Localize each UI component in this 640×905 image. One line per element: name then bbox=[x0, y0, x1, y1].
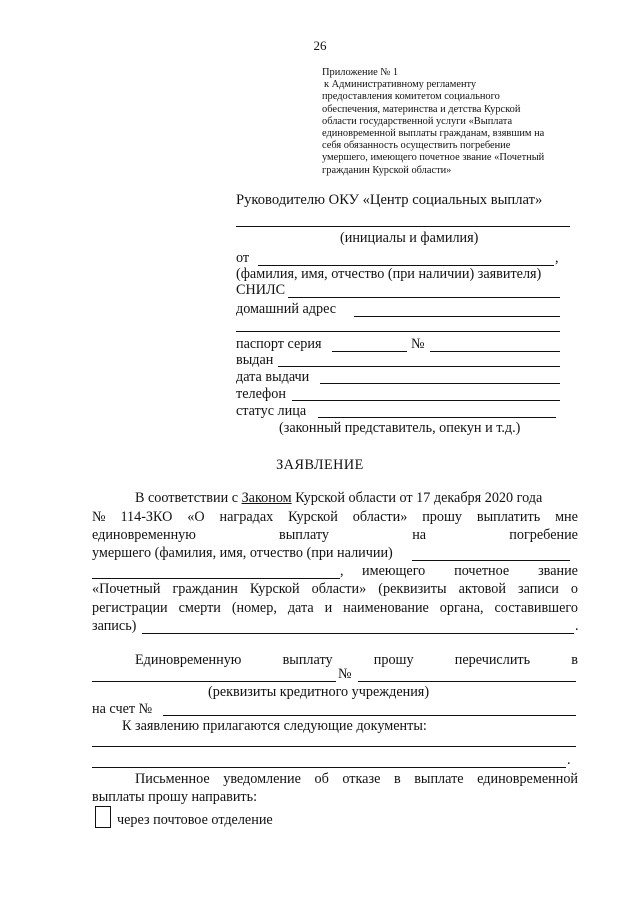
word: о bbox=[570, 581, 578, 597]
body-line-7 bbox=[92, 600, 578, 617]
initials-hint: (инициалы и фамилия) bbox=[340, 230, 479, 246]
notice-line-2: выплаты прошу направить: bbox=[92, 789, 258, 805]
word: наименование bbox=[343, 600, 429, 616]
word: звание bbox=[538, 563, 578, 579]
word: актовой bbox=[458, 581, 506, 597]
record-label: запись) bbox=[92, 618, 137, 634]
body-line-6 bbox=[92, 581, 578, 598]
fio-hint: (фамилия, имя, отчество (при наличии) заявителя) bbox=[236, 266, 542, 282]
appendix-line: Приложение № 1 bbox=[322, 67, 399, 78]
deceased-name-line[interactable] bbox=[412, 560, 570, 561]
word: прошу bbox=[422, 509, 462, 525]
word: в bbox=[571, 652, 578, 668]
word: смерти bbox=[178, 600, 221, 616]
text-segment: Курской области от 17 декабря 2020 года bbox=[291, 490, 543, 506]
word: выплату bbox=[282, 652, 333, 668]
word: области» bbox=[352, 509, 408, 525]
word: «О bbox=[187, 509, 205, 525]
word: почетное bbox=[454, 563, 510, 579]
appendix-line: себя обязанность осуществить погребение bbox=[322, 140, 511, 152]
word: регистрации bbox=[92, 600, 168, 616]
phone-label: телефон bbox=[236, 386, 286, 402]
status-line[interactable] bbox=[318, 417, 556, 418]
address-label: домашний адрес bbox=[236, 301, 337, 317]
word: уведомление bbox=[223, 771, 301, 787]
issued-line[interactable] bbox=[278, 366, 560, 367]
account-label: на счет № bbox=[92, 701, 153, 717]
word: выплатить bbox=[476, 509, 541, 525]
notice-line-1 bbox=[135, 771, 578, 788]
address-line[interactable] bbox=[354, 316, 560, 317]
bank-name-line[interactable] bbox=[92, 681, 336, 682]
word: Курской bbox=[288, 509, 338, 525]
from-label: от bbox=[236, 250, 250, 266]
appendix-line: единовременной выплаты гражданам, взявшим на bbox=[322, 128, 545, 140]
word: записи bbox=[518, 581, 559, 597]
docs-line-1[interactable] bbox=[92, 746, 576, 747]
word: мне bbox=[555, 509, 578, 525]
deceased-label: умершего (фамилия, имя, отчество (при наличии) bbox=[92, 545, 393, 561]
post-office-checkbox[interactable] bbox=[95, 806, 111, 828]
comma: , bbox=[340, 563, 344, 579]
word: дата bbox=[287, 600, 314, 616]
text-segment: В соответствии с bbox=[135, 490, 242, 506]
appendix-line: умершего, имеющего почетное звание «Почетный bbox=[322, 152, 545, 164]
phone-line[interactable] bbox=[292, 400, 560, 401]
word: (номер, bbox=[231, 600, 277, 616]
document-title: ЗАЯВЛЕНИЕ bbox=[276, 457, 364, 473]
word: Единовременную bbox=[135, 652, 242, 668]
word: выплату bbox=[279, 527, 329, 543]
passport-number-line[interactable] bbox=[430, 351, 560, 352]
title-words bbox=[362, 563, 578, 580]
recipient-name-line[interactable] bbox=[236, 226, 570, 227]
word: в bbox=[393, 771, 401, 787]
word: отказе bbox=[342, 771, 381, 787]
word: № bbox=[92, 509, 106, 525]
appendix-line: обеспечения, материнства и детства Курской bbox=[322, 103, 521, 115]
appendix-header bbox=[322, 67, 592, 177]
recipient-title: Руководителю ОКУ «Центр социальных выплат» bbox=[236, 192, 543, 208]
law-reference-line bbox=[135, 490, 542, 507]
bank-number-label: № bbox=[338, 666, 352, 682]
period: . bbox=[575, 618, 579, 634]
status-label: статус лица bbox=[236, 403, 307, 419]
word: «Почетный bbox=[92, 581, 161, 597]
passport-label: паспорт серия bbox=[236, 336, 322, 352]
word: составившего bbox=[494, 600, 578, 616]
word: гражданин bbox=[172, 581, 238, 597]
appendix-line: к Административному регламенту bbox=[324, 79, 477, 91]
issue-date-label: дата выдачи bbox=[236, 369, 310, 385]
passport-number-label: № bbox=[411, 336, 425, 352]
word: перечислить bbox=[454, 652, 531, 668]
docs-label: К заявлению прилагаются следующие документы: bbox=[122, 718, 427, 734]
passport-series-line[interactable] bbox=[332, 351, 407, 352]
deceased-name-line-2[interactable] bbox=[92, 578, 340, 579]
word: наградах bbox=[219, 509, 274, 525]
word: выплате bbox=[414, 771, 464, 787]
period: . bbox=[567, 752, 571, 768]
word: единовременную bbox=[92, 527, 196, 543]
word: погребение bbox=[509, 527, 578, 543]
word: об bbox=[314, 771, 329, 787]
appendix-line: гражданин Курской области» bbox=[322, 164, 452, 176]
body-line-2 bbox=[92, 509, 578, 526]
law-link[interactable]: Законом bbox=[241, 490, 292, 506]
word: прошу bbox=[373, 652, 414, 668]
body-line-3 bbox=[92, 527, 578, 544]
word: области» bbox=[311, 581, 367, 597]
appendix-line: предоставления комитетом социального bbox=[322, 91, 500, 103]
transfer-line bbox=[135, 652, 578, 669]
appendix-line: области государственной услуги «Выплата bbox=[322, 115, 513, 127]
word: органа, bbox=[439, 600, 484, 616]
issued-label: выдан bbox=[236, 352, 274, 368]
page-number: 26 bbox=[313, 38, 327, 53]
docs-line-2[interactable] bbox=[92, 767, 566, 768]
word: Курской bbox=[249, 581, 300, 597]
death-record-line[interactable] bbox=[142, 633, 574, 634]
issue-date-line[interactable] bbox=[320, 383, 560, 384]
word: на bbox=[412, 527, 427, 543]
snils-line[interactable] bbox=[288, 297, 560, 298]
word: Письменное bbox=[135, 771, 210, 787]
post-office-label: через почтовое отделение bbox=[117, 812, 273, 828]
word: (реквизиты bbox=[378, 581, 447, 597]
bank-hint: (реквизиты кредитного учреждения) bbox=[208, 684, 430, 700]
account-line[interactable] bbox=[163, 715, 576, 716]
snils-label: СНИЛС bbox=[236, 282, 286, 298]
from-comma: , bbox=[555, 250, 559, 266]
address-line-2[interactable] bbox=[236, 331, 560, 332]
status-hint: (законный представитель, опекун и т.д.) bbox=[279, 420, 521, 436]
bank-number-line[interactable] bbox=[358, 681, 576, 682]
word: имеющего bbox=[362, 563, 426, 579]
word: 114-ЗКО bbox=[120, 509, 173, 525]
word: и bbox=[324, 600, 333, 616]
word: единовременной bbox=[477, 771, 578, 787]
